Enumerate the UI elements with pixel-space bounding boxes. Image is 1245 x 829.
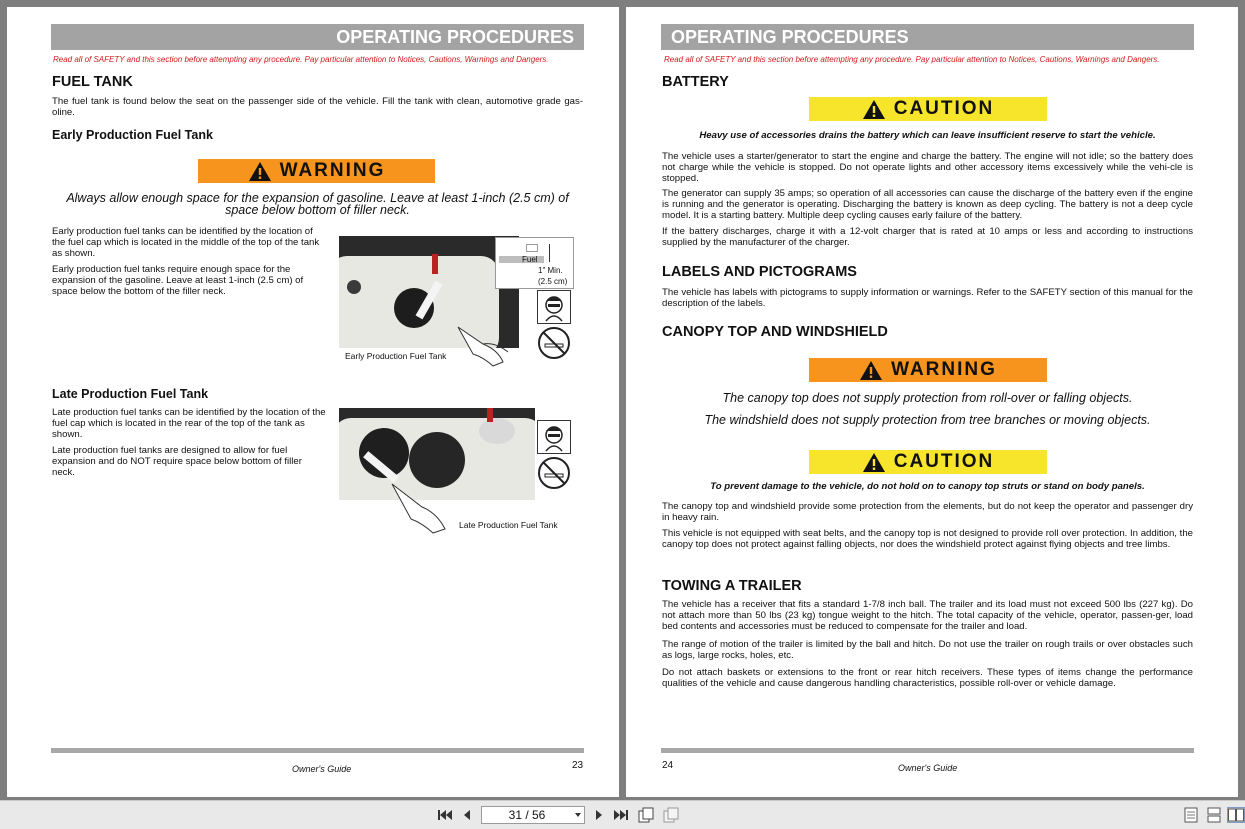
towing-para-3: Do not attach baskets or extensions to the front or rear hitch receivers. These types of items change the performance qualities of the vehicle and cause dangerous handling characteristics, possible roll-over or vehicle damage. (662, 667, 1193, 689)
page-right (626, 7, 1238, 797)
page-number-select[interactable] (481, 806, 585, 824)
viewer-toolbar (0, 800, 1245, 829)
hand-fuel-nozzle-icon (453, 322, 518, 367)
towing-para-2: The range of motion of the trailer is limited by the ball and hitch. Do not use the trailer on rough trails or over obstacles such as logs, large rocks, holes, etc. (662, 639, 1193, 661)
page-number: 24 (662, 760, 674, 771)
rotate-icon (638, 807, 654, 823)
warning-triangle-icon (859, 360, 883, 381)
inset-min-label: 1" Min. (538, 266, 563, 275)
fuel-level-inset (495, 237, 574, 289)
footer-rule (51, 748, 584, 753)
face-shield-pictogram-2 (537, 420, 571, 454)
caution-triangle-icon (862, 99, 886, 120)
caution-sign (809, 97, 1047, 121)
copy-button[interactable] (663, 807, 679, 823)
first-page-button[interactable] (437, 807, 453, 823)
warning-sign (198, 159, 435, 183)
previous-page-button[interactable] (459, 807, 475, 823)
last-page-icon (614, 809, 628, 821)
face-shield-pictogram (537, 290, 571, 324)
footer-title: Owner's Guide (292, 764, 352, 774)
early-para-1: Early production fuel tanks can be identified by the location of the fuel cap which is located in the middle of the top of the tank as shown. (52, 226, 320, 259)
rotate-button[interactable] (638, 807, 654, 823)
warning-label: WARNING (891, 359, 997, 380)
early-para-2: Early production fuel tanks require enough space for the expansion of the gasoline. Leave at least 1-inch (2.5 cm) of space below the bottom of the filler neck. (52, 264, 304, 297)
warning-sign (809, 358, 1047, 382)
caution-sign-2 (809, 450, 1047, 474)
towing-heading: TOWING A TRAILER (662, 578, 802, 594)
fuel-tank-text: The fuel tank is found below the seat on the passenger side of the vehicle. Fill the tank with clean, automotive grade gas-oline. (52, 96, 583, 118)
late-para-1: Late production fuel tanks can be identified by the location of the fuel cap which is located in the rear of the top of the tank as shown. (52, 407, 326, 440)
canopy-heading: CANOPY TOP AND WINDSHIELD (662, 324, 888, 340)
canopy-warning-line-2: The windshield does not supply protection from tree branches or moving objects. (704, 413, 1151, 427)
copy-icon (663, 807, 679, 823)
page-left (7, 7, 619, 797)
battery-caution-text: Heavy use of accessories drains the battery which can leave insufficient reserve to start the vehicle. (699, 130, 1156, 141)
canopy-warning-line-1: The canopy top does not supply protection from roll-over or falling objects. (722, 391, 1133, 405)
towing-para-1: The vehicle has a receiver that fits a standard 1-7/8 inch ball. The trailer and its load must not exceed 500 lbs (227 kg). Do not attach more than 50 lbs (23 kg) tongue weight to the hitch. The total capacity of the vehicle, operator, passen-ger, load bed contents and accessories must be reduced to compensate for the trailer and load. (662, 599, 1193, 632)
canopy-para-1: The canopy top and windshield provide some protection from the elements, but do not keep the operator and passenger dry in heavy rain. (662, 501, 1193, 523)
battery-para-2: The generator can supply 35 amps; so operation of all accessories can cause the discharge of the battery even if the engine is running and the generator is operating. Discharging the battery is known as deep cycling. The battery is not a deep cycle model. It is a starting battery. Multiple deep cycling causes early failure of the battery. (662, 188, 1193, 221)
previous-page-icon (462, 809, 472, 821)
first-page-icon (438, 809, 452, 821)
no-smoking-pictogram (537, 326, 571, 360)
page-title-banner: OPERATING PROCEDURES (51, 24, 584, 50)
late-photo-caption: Late Production Fuel Tank (459, 520, 558, 530)
next-page-button[interactable] (591, 807, 607, 823)
canopy-para-2: This vehicle is not equipped with seat belts, and the canopy top is not designed to provide roll over protection. In addition, the canopy top does not protect against falling objects, nor does the windshield protect against flying objects and tree limbs. (662, 528, 1193, 550)
page-title-banner: OPERATING PROCEDURES (661, 24, 1194, 50)
early-warning-text: Always allow enough space for the expansion of gasoline. Leave at least 1-inch (2.5 cm) of space below bottom of filler neck. (66, 191, 569, 217)
battery-heading: BATTERY (662, 74, 729, 90)
battery-para-3: If the battery discharges, charge it with a 12-volt charger that is rated at 10 amps or less and according to instructions supplied by the manufacturer of the charger. (662, 226, 1193, 248)
late-production-heading: Late Production Fuel Tank (52, 387, 209, 401)
battery-para-1: The vehicle uses a starter/generator to start the engine and charge the battery. The engine will not idle; so the battery does not charge while the vehicle is stopped. Do not operate lights and other accessory items excessively while the vehi-cle is stopped. (662, 151, 1193, 184)
footer-title: Owner's Guide (898, 763, 958, 773)
early-production-heading: Early Production Fuel Tank (52, 128, 213, 142)
labels-heading: LABELS AND PICTOGRAMS (662, 264, 857, 280)
inset-fuel-label: Fuel (522, 255, 538, 264)
single-page-view-button[interactable] (1183, 807, 1199, 823)
next-page-icon (594, 809, 604, 821)
continuous-page-icon (1207, 807, 1221, 823)
labels-text: The vehicle has labels with pictograms to supply information or warnings. Refer to the SAFETY section of this manual for the description of the labels. (662, 287, 1193, 309)
hand-fuel-nozzle-icon-2 (387, 479, 457, 534)
continuous-view-button[interactable] (1206, 807, 1222, 823)
early-photo-caption: Early Production Fuel Tank (345, 351, 447, 361)
late-para-2: Late production fuel tanks are designed to allow for fuel expansion and do NOT require space below bottom of filler neck. (52, 445, 302, 478)
safety-notice: Read all of SAFETY and this section before attempting any procedure. Pay particular attention to Notices, Cautions, Warnings and Dangers. (53, 55, 549, 64)
page-indicator: 31 / 56 (508, 808, 546, 822)
canopy-caution-text: To prevent damage to the vehicle, do not hold on to canopy top struts or stand on body panels. (710, 481, 1145, 492)
single-page-icon (1184, 807, 1198, 823)
no-smoking-pictogram-2 (537, 456, 571, 490)
warning-triangle-icon (248, 161, 272, 182)
last-page-button[interactable] (613, 807, 629, 823)
caution-label: CAUTION (893, 451, 995, 472)
safety-notice: Read all of SAFETY and this section before attempting any procedure. Pay particular attention to Notices, Cautions, Warnings and Dangers. (664, 55, 1160, 64)
facing-pages-icon (1228, 808, 1244, 822)
page-number: 23 (572, 760, 584, 771)
caution-triangle-icon (862, 452, 886, 473)
warning-label: WARNING (279, 160, 386, 181)
fuel-tank-heading: FUEL TANK (52, 74, 133, 90)
footer-rule (661, 748, 1194, 753)
caution-label: CAUTION (893, 98, 995, 119)
facing-pages-view-button[interactable] (1227, 807, 1245, 823)
chevron-down-icon (575, 813, 581, 817)
inset-cm-label: (2.5 cm) (538, 277, 568, 286)
